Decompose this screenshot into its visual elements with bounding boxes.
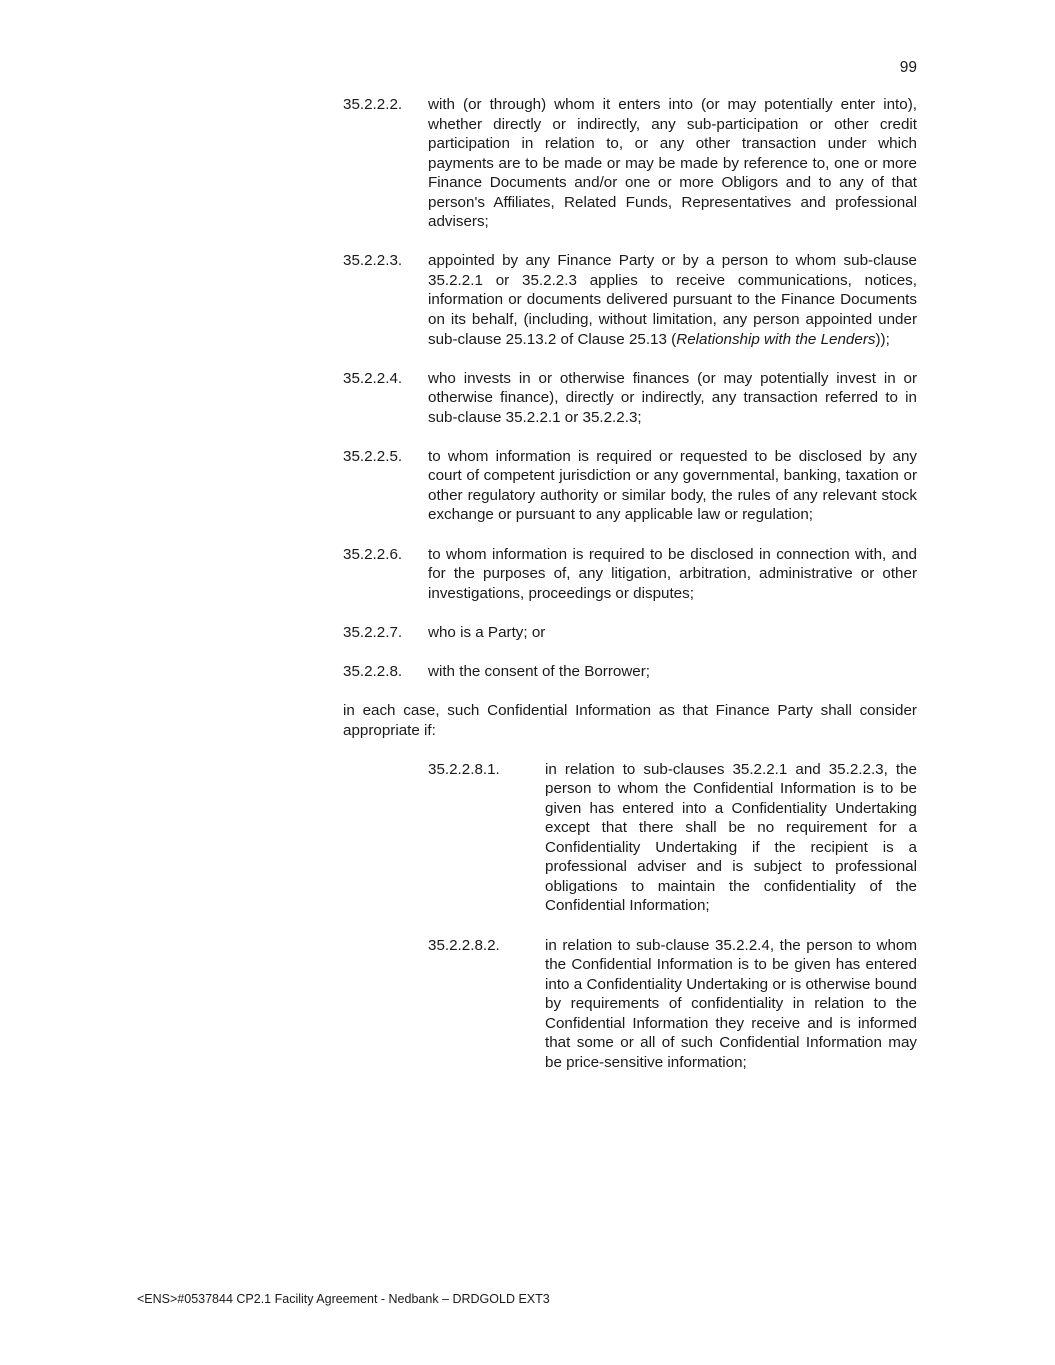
clause-reference-title: Relationship with the Lenders xyxy=(676,330,876,348)
clause-35-2-2-2 xyxy=(343,95,917,232)
clause-text: to whom information is required to be disclosed in connection with, and for the purposes of, any litigation, arbitration, administrative or other investigations, proceedings or disputes; xyxy=(428,545,917,602)
document-footer: <ENS>#0537844 CP2.1 Facility Agreement - Nedbank – DRDGOLD EXT3 xyxy=(137,1292,550,1306)
document-body xyxy=(343,95,917,1092)
clause-text: to whom information is required or requested to be disclosed by any court of competent jurisdiction or any governmental, banking, taxation or other regulatory authority or similar body, the rules of any relevant stock exchange or pursuant to any applicable law or regulation; xyxy=(428,447,917,524)
clause-35-2-2-6 xyxy=(343,545,917,604)
clause-number: 35.2.2.6. xyxy=(343,545,403,563)
clause-text: with (or through) whom it enters into (or may potentially enter into), whether directly or indirectly, any sub-participation or other credit participation in relation to, or any other transaction under which payments are to be made or may be made by reference to, one or more Finance Documents and/or one or more Obligors and to any of that person's Affiliates, Related Funds, Representatives and professional advisers; xyxy=(428,96,917,231)
subclause-35-2-2-8-1 xyxy=(428,760,917,916)
clause-text-part: appointed by any Finance Party or by a person to whom sub-clause 35.2.2.1 or 35.2.2.3 applies to receive communications, notices, information or documents delivered pursuant to the Finance Documents on its behalf, (including, without limitation, any person appointed under sub-clause 25.13.2 of Clause 25.13 ( xyxy=(428,252,917,348)
clause-number: 35.2.2.4. xyxy=(343,369,403,387)
clause-number: 35.2.2.2. xyxy=(343,96,403,113)
clause-number: 35.2.2.8. xyxy=(343,662,403,680)
clause-text: who is a Party; or xyxy=(428,623,546,641)
intro-paragraph: in each case, such Confidential Information as that Finance Party shall consider appropriate if: xyxy=(343,701,917,739)
clause-35-2-2-7 xyxy=(343,623,917,643)
clause-35-2-2-5 xyxy=(343,447,917,525)
clause-number: 35.2.2.5. xyxy=(343,447,403,465)
clause-text xyxy=(428,251,917,349)
clause-35-2-2-8 xyxy=(343,662,917,682)
clause-text: who invests in or otherwise finances (or may potentially invest in or otherwise finance), directly or indirectly, any transaction referred to in sub-clause 35.2.2.1 or 35.2.2.3; xyxy=(428,369,917,426)
page-number: 99 xyxy=(899,59,917,76)
clause-text: with the consent of the Borrower; xyxy=(428,662,651,680)
clause-number: 35.2.2.7. xyxy=(343,623,403,641)
subclause-number: 35.2.2.8.1. xyxy=(428,760,500,778)
clause-35-2-2-4 xyxy=(343,369,917,428)
clause-35-2-2-3 xyxy=(343,251,917,349)
subclause-35-2-2-8-2 xyxy=(428,936,917,1073)
clause-number: 35.2.2.3. xyxy=(343,252,403,270)
subclause-number: 35.2.2.8.2. xyxy=(428,936,500,954)
clause-text-part: )); xyxy=(875,330,890,348)
subclause-text: in relation to sub-clauses 35.2.2.1 and 35.2.2.3, the person to whom the Confidential Information is to be given has entered into a Confidentiality Undertaking except that there shall be no requirement for a Confidentiality Undertaking if the recipient is a professional adviser and is subject to professional obligations to maintain the confidentiality of the Confidential Information; xyxy=(545,760,917,915)
subclause-text: in relation to sub-clause 35.2.2.4, the person to whom the Confidential Information is to be given has entered into a Confidentiality Undertaking or is otherwise bound by requirements of confidentiality in relation to the Confidential Information they receive and is informed that some or all of such Confidential Information may be price-sensitive information; xyxy=(545,936,917,1071)
